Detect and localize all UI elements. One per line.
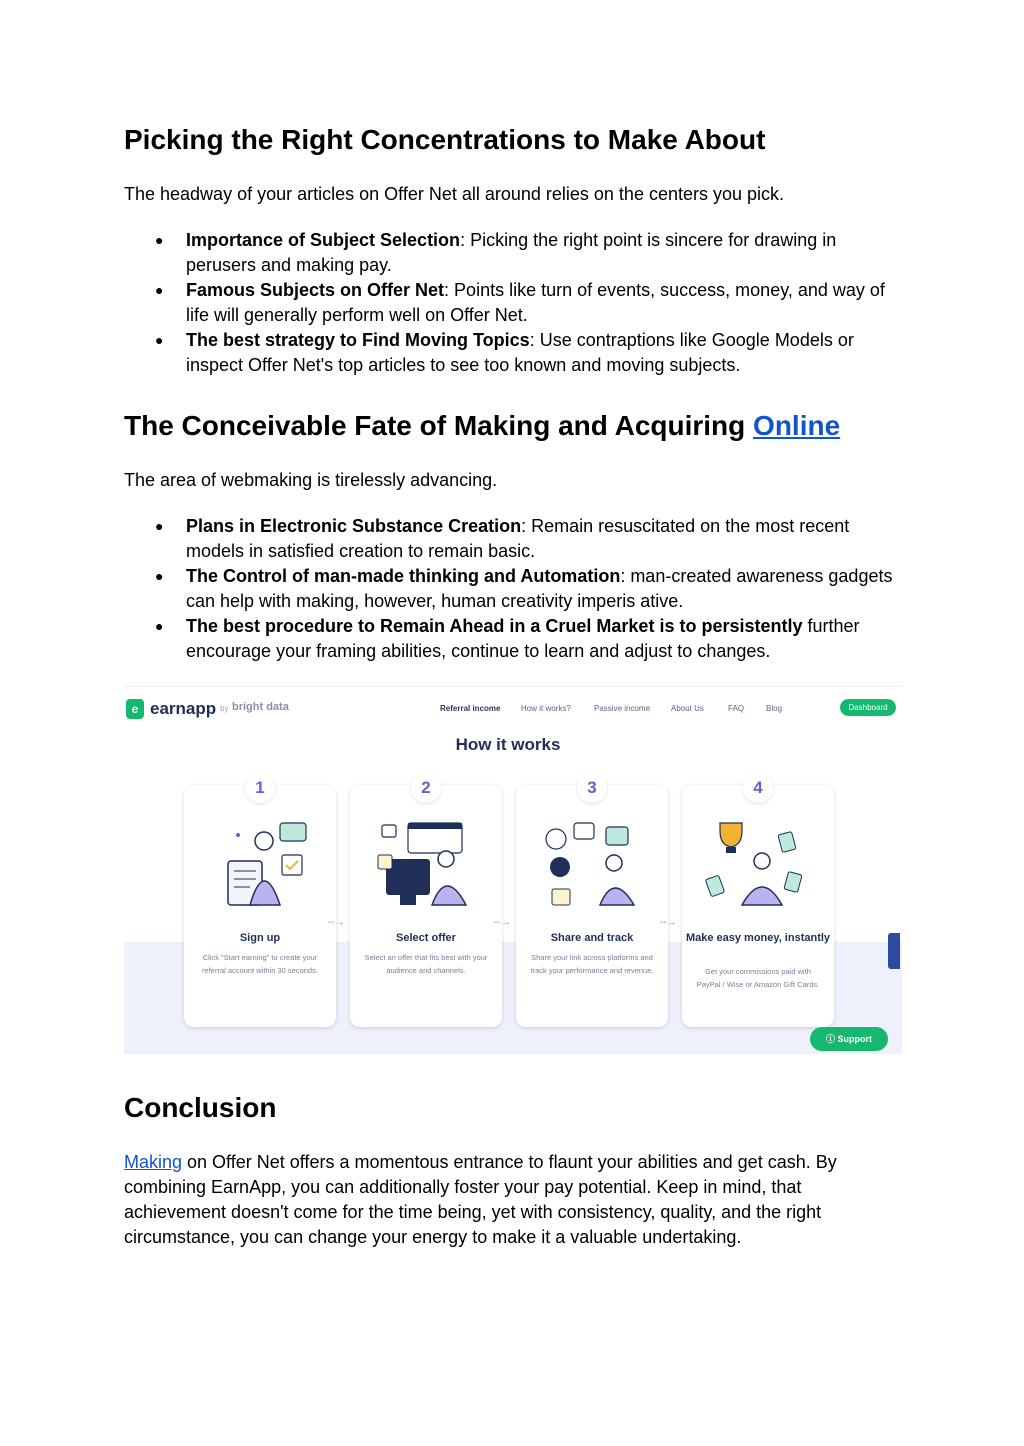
dashed-arrow-icon: --→ (494, 917, 511, 928)
nav-passive-income[interactable]: Passive income (594, 704, 651, 713)
dashboard-button[interactable]: Dashboard (840, 699, 896, 716)
section-heading-conclusion: Conclusion (124, 1092, 277, 1123)
bullet-text: : Use contraptions like Google Models or inspect Offer Net's top articles to see too known and moving subjects. (186, 330, 854, 375)
bullet-term: Famous Subjects on Offer Net (186, 280, 445, 300)
section-intro-future: The area of webmaking is tirelessly advancing. (124, 470, 498, 490)
list-item (124, 564, 904, 614)
support-button[interactable] (810, 1027, 888, 1051)
bullet-icon: ● (155, 568, 164, 584)
nav-blog[interactable]: Blog (766, 704, 783, 713)
bullet-text: : Picking the right point is sincere for drawing in perusers and making pay. (186, 230, 837, 275)
bullet-text: : Points like turn of events, success, money, and way of life will generally perform well on Offer Net. (186, 280, 885, 325)
bullet-icon: ● (155, 518, 164, 534)
step-card-make-money (682, 785, 834, 1027)
list-item (124, 514, 904, 564)
step-title: Make easy money, instantly (685, 932, 831, 944)
earnapp-logo-icon: e (126, 699, 144, 719)
select-offer-illustration (350, 803, 502, 943)
bullet-term: Plans in Electronic Substance Creation (186, 516, 522, 536)
section-heading-concentrations: Picking the Right Concentrations to Make About (124, 124, 766, 155)
share-track-illustration (516, 803, 668, 943)
nav-faq[interactable]: FAQ (728, 704, 745, 713)
step-number: 2 (411, 773, 441, 803)
how-it-works-title: How it works (455, 735, 561, 754)
bullet-list-future (124, 514, 904, 664)
heading-text: The Conceivable Fate of Making and Acquiring (124, 410, 754, 441)
bullet-icon: ● (155, 332, 164, 348)
step-card-select-offer (350, 785, 502, 1027)
list-item (124, 278, 904, 328)
bullet-icon: ● (155, 618, 164, 634)
support-label: Support (837, 1034, 872, 1044)
nav-how-it-works[interactable]: How it works? (521, 704, 571, 713)
nav-referral-income[interactable]: Referral income (440, 704, 501, 713)
step-title: Select offer (396, 932, 456, 944)
step-description: Get your commissions paid with PayPal / Wise or Amazon Gift Cards. (696, 967, 820, 989)
make-money-illustration (682, 803, 834, 943)
bullet-text: : Remain resuscitated on the most recent models in satisfied creation to remain basic. (186, 516, 850, 561)
list-item (124, 228, 904, 278)
section-heading-future (124, 410, 840, 442)
bright-data-logo: bright data (232, 701, 289, 713)
bullet-term: The best strategy to Find Moving Topics (186, 330, 530, 350)
step-number: 4 (743, 773, 773, 803)
bullet-list-concentrations (124, 228, 904, 378)
step-card-sign-up (184, 785, 336, 1027)
step-description: Select an offer that fits best with your audience and channels. (364, 953, 488, 975)
earnapp-logo: earnapp (150, 699, 217, 718)
bullet-icon: ● (155, 232, 164, 248)
step-number: 1 (245, 773, 275, 803)
online-link[interactable]: Online (753, 410, 841, 441)
bullet-term: The Control of man-made thinking and Automation (186, 566, 621, 586)
section-intro-concentrations: The headway of your articles on Offer Net all around relies on the centers you pick. (124, 184, 785, 204)
step-description: Click "Start earning" to create your referral account within 30 seconds. (202, 953, 318, 975)
step-card-share-track (516, 785, 668, 1027)
dashed-arrow-icon: --→ (328, 917, 345, 928)
step-number: 3 (577, 773, 607, 803)
sign-up-illustration (184, 803, 336, 943)
nav-about-us[interactable]: About Us (671, 704, 704, 713)
logo-by-text: by (220, 704, 229, 713)
bullet-text: : man-created awareness gadgets can help with making, however, human creativity imperis ative. (186, 566, 893, 611)
step-title: Share and track (550, 932, 634, 944)
list-item (124, 328, 904, 378)
bullet-icon: ● (155, 282, 164, 298)
making-link[interactable]: Making (124, 1152, 183, 1172)
dashed-arrow-icon: --→ (660, 917, 677, 928)
bullet-term: The best procedure to Remain Ahead in a Cruel Market is to persistently (186, 616, 803, 636)
step-title: Sign up (239, 932, 281, 944)
earnapp-navbar (124, 687, 902, 729)
conclusion-paragraph (124, 1150, 904, 1250)
bullet-text: further encourage your framing abilities, continue to learn and adjust to changes. (186, 616, 860, 661)
bullet-term: Importance of Subject Selection (186, 230, 461, 250)
feedback-side-tab[interactable] (888, 933, 900, 969)
conclusion-text: on Offer Net offers a momentous entrance to flaunt your abilities and get cash. By combining EarnApp, you can additionally foster your pay potential. Keep in mind, that achievement doesn't come for the time being, yet with consistency, quality, and the right circumstance, you can change your energy to make it a valuable undertaking. (124, 1152, 837, 1247)
step-description: Share your link across platforms and track your performance and revenue. (530, 953, 654, 975)
list-item (124, 614, 904, 664)
help-icon: ⓘ (825, 1034, 838, 1044)
earnapp-screenshot (124, 686, 902, 1054)
